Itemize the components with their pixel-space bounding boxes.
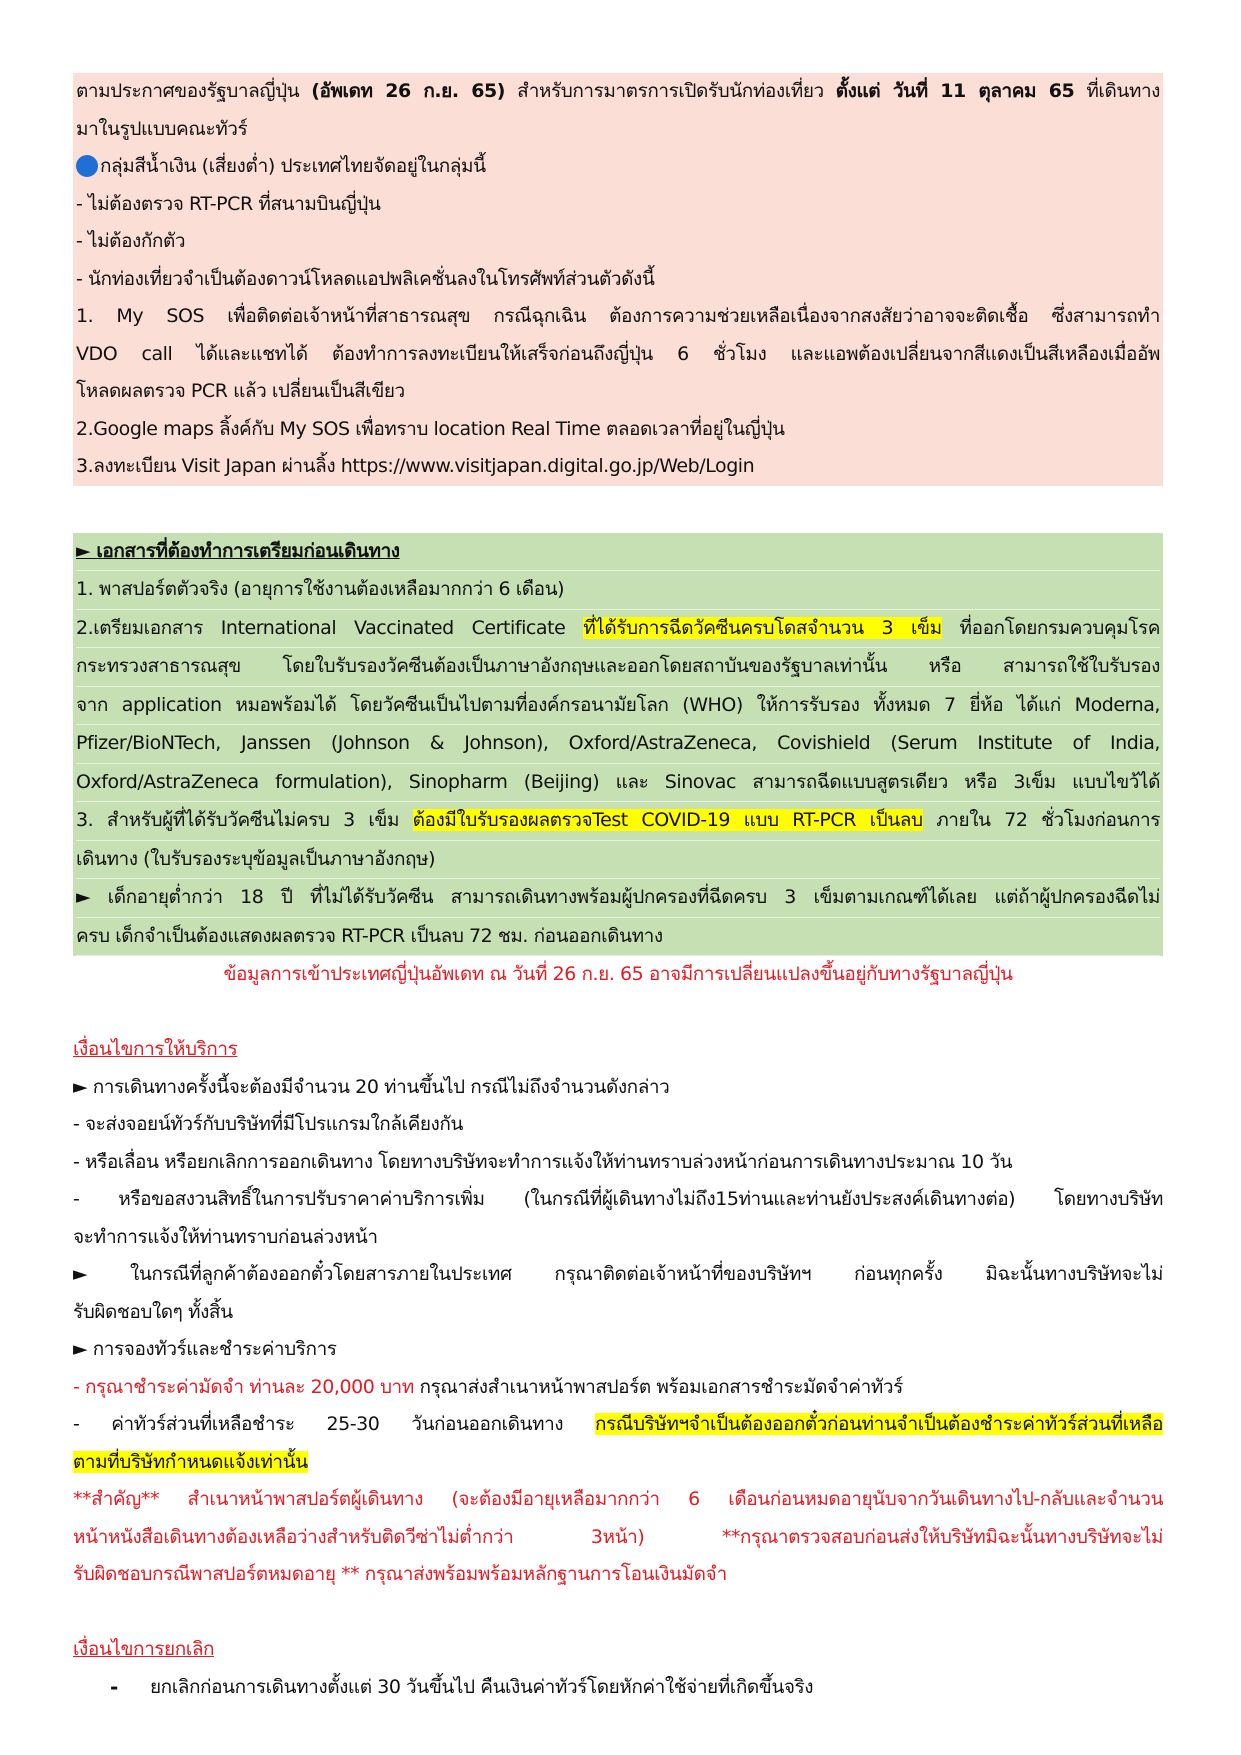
documents-heading [76,533,1160,572]
notice-start-date: ตั้งแต่ วันที่ 11 ตุลาคม 65 [835,80,1075,102]
documents-line-3 [76,610,1160,649]
notice-update-date: (อัพเดท 26 ก.ย. 65) [311,80,506,102]
documents-line-9: เดินทาง (ใบรับรองระบุข้อมูลเป็นภาษาอังกฤษ) [76,841,1160,880]
blue-group-label: กลุ่มสีน้ำเงิน (เสี่ยงต่ำ) ประเทศไทยจัดอยู่ในกลุ่มนี้ [100,155,486,177]
service-line-10 [73,1406,1163,1444]
japan-entry-notice-box [73,73,1163,486]
service-line-8: ► การจองทัวร์และชำระค่าบริการ [73,1338,337,1360]
service-conditions-heading-text: เงื่อนไขการให้บริการ [73,1038,238,1060]
service-line-5: จะทำการแจ้งให้ท่านทราบก่อนล่วงหน้า [73,1225,378,1248]
service-line-11 [73,1444,1163,1482]
rt-pcr-requirement-highlight: ต้องมีใบรับรองผลตรวจTest COVID-19 แบบ RT-PCR เป็นลบ [412,809,923,831]
cancellation-heading-text: เงื่อนไขการยกเลิก [73,1638,215,1660]
blue-circle-icon [76,155,98,177]
notice-text: ที่เดินทาง [1074,80,1160,102]
spacer [73,994,1163,1032]
documents-line-2: 1. พาสปอร์ตตัวจริง (อายุการใช้งานต้องเหลือมากกว่า 6 เดือน) [76,571,1160,610]
documents-text: 3. สำหรับผู้ที่ได้รับวัคซีนไม่ครบ 3 เข็ม [76,809,413,831]
notice-text: ตามประกาศของรัฐบาลญี่ปุ่น [76,80,312,102]
documents-line-7: Oxford/AstraZeneca formulation), Sinopharm (Beijing) และ Sinovac สามารถฉีดแบบสูตรเดียว หรือ 3เข็ม แบบไขว้ได้ [76,764,1160,803]
documents-line-5: จาก application หมอพร้อมได้ โดยวัคซีนเป็นไปตามที่องค์กรอนามัยโลก (WHO) ให้การรับรอง ทั้งหมด 7 ยี่ห้อ ได้แก่ Moderna, [76,687,1160,726]
cancellation-section [73,1631,1163,1706]
documents-line-8 [76,802,1160,841]
balance-payment-highlight: ตามที่บริษัทกำหนดแจ้งเท่านั้น [73,1450,308,1473]
notice-line-9: โหลดผลตรวจ PCR แล้ว เปลี่ยนเป็นสีเขียว [76,380,405,402]
bullet-dash: - [110,1674,118,1699]
service-line-13: หน้าหนังสือเดินทางต้องเหลือว่างสำหรับติดวีซ่าไม่ต่ำกว่า 3หน้า) **กรุณาตรวจสอบก่อนส่งให้บริษัทมิฉะนั้นทางบริษัทจะไม่ [73,1525,1163,1548]
documents-text: ภายใน 72 ชั่วโมงก่อนการ [922,809,1160,831]
notice-line-3 [76,148,1160,186]
required-documents-box [73,533,1163,957]
service-line-4: - หรือขอสงวนสิทธิ์ในการปรับราคาค่าบริการเพิ่ม (ในกรณีที่ผู้เดินทางไม่ถึง15ท่านและท่านยังประสงค์เดินทางต่อ) โดยทางบริษัท [73,1188,1163,1210]
service-line-9 [73,1369,1163,1407]
notice-line-5: - ไม่ต้องกักตัว [76,230,186,252]
notice-line-11: 3.ลงทะเบียน Visit Japan ผ่านลิ้ง https://www.visitjapan.digital.go.jp/Web/Login [76,455,755,477]
documents-text: 2.เตรียมเอกสาร International Vaccinated Certificate [76,616,584,639]
service-conditions-section [73,1031,1163,1594]
notice-line-6: - นักท่องเที่ยวจำเป็นต้องดาวน์โหลดแอปพลิเคชั่นลงในโทรศัพท์ส่วนตัวดังนี้ [76,267,655,290]
notice-line-1 [76,73,1160,111]
documents-text: ที่ออกโดยกรมควบคุมโรค [941,616,1160,639]
update-note: ข้อมูลการเข้าประเทศญี่ปุ่นอัพเดท ณ วันที่ 26 ก.ย. 65 อาจมีการเปลี่ยนแปลงขึ้นอยู่กับทางรัฐบาลญี่ปุ่น [223,963,1013,985]
service-line-6: ► ในกรณีที่ลูกค้าต้องออกตั๋วโดยสารภายในประเทศ กรุณาติดต่อเจ้าหน้าที่ของบริษัทฯ ก่อนทุกครั้ง มิฉะนั้นทางบริษัทจะไม่ [73,1263,1163,1285]
document-body [73,73,1163,1706]
cancellation-heading [73,1631,1163,1669]
spacer [73,1594,1163,1632]
notice-line-8: VDO call ได้และแชทได้ ต้องทำการลงทะเบียนให้เสร็จก่อนถึงญี่ปุ่น 6 ชั่วโมง และแอพต้องเปลี่ยนจากสีแดงเป็นสีเหลืองเมื่ออัพ [76,342,1160,365]
notice-line-4: - ไม่ต้องตรวจ RT-PCR ที่สนามบินญี่ปุ่น [76,192,381,215]
service-line-1: ► การเดินทางครั้งนี้จะต้องมีจำนวน 20 ท่านขึ้นไป กรณีไม่ถึงจำนวนดังกล่าว [73,1075,670,1098]
cancellation-item-1 [73,1669,1163,1707]
deposit-amount-text: - กรุณาชำระค่ามัดจำ ท่านละ 20,000 บาท [73,1375,414,1398]
cancellation-item-text: ยกเลิกก่อนการเดินทางตั้งแต่ 30 วันขึ้นไป คืนเงินค่าทัวร์โดยหักค่าใช้จ่ายที่เกิดขึ้นจริง [150,1675,814,1698]
balance-payment-highlight: กรณีบริษัทฯจำเป็นต้องออกตั๋วก่อนท่านจำเป็นต้องชำระค่าทัวร์ส่วนที่เหลือ [594,1413,1163,1435]
documents-line-6: Pfizer/BioNTech, Janssen (Johnson & Johnson), Oxford/AstraZeneca, Covishield (Serum Institute of India, [76,725,1160,764]
vaccine-requirement-highlight: ที่ได้รับการฉีดวัคซีนครบโดสจำนวน 3 เข็ม [583,616,942,639]
service-line-14: รับผิดชอบกรณีพาสปอร์ตหมดอายุ ** กรุณาส่งพร้อมพร้อมหลักฐานการโอนเงินมัดจำ [73,1563,727,1585]
notice-text: สำหรับการมาตรการเปิดรับนักท่องเที่ยว [505,80,836,102]
service-conditions-heading [73,1031,1163,1069]
service-line-2: - จะส่งจอยน์ทัวร์กับบริษัทที่มีโปรแกรมใกล้เคียงกัน [73,1113,463,1135]
documents-heading-text: ► เอกสารที่ต้องทำการเตรียมก่อนเดินทาง [76,539,400,562]
documents-line-10: ► เด็กอายุต่ำกว่า 18 ปี ที่ไม่ได้รับวัคซีน สามารถเดินทางพร้อมผู้ปกครองที่ฉีดครบ 3 เข็มตามเกณฑ์ได้เลย แต่ถ้าผู้ปกครองฉีดไม่ [76,879,1160,918]
service-text: กรุณาส่งสำเนาหน้าพาสปอร์ต พร้อมเอกสารชำระมัดจำค่าทัวร์ [413,1375,903,1398]
service-line-3: - หรือเลื่อน หรือยกเลิกการออกเดินทาง โดยทางบริษัทจะทำการแจ้งให้ท่านทราบล่วงหน้าก่อนการเดินทางประมาณ 10 วัน [73,1150,1013,1173]
service-text: - ค่าทัวร์ส่วนที่เหลือชำระ 25-30 วันก่อนออกเดินทาง [73,1413,595,1435]
notice-line-7: 1. My SOS เพื่อติดต่อเจ้าหน้าที่สาธารณสุข กรณีฉุกเฉิน ต้องการความช่วยเหลือเนื่องจากสงสัยว่าอาจจะติดเชื้อ ซึ่งสามารถทำ [76,305,1160,327]
notice-line-10: 2.Google maps ลิ้งค์กับ My SOS เพื่อทราบ location Real Time ตลอดเวลาที่อยู่ในญี่ปุ่น [76,417,785,440]
service-line-7: รับผิดชอบใดๆ ทั้งสิ้น [73,1300,233,1323]
service-line-12: **สำคัญ** สำเนาหน้าพาสปอร์ตผู้เดินทาง (จะต้องมีอายุเหลือมากกว่า 6 เดือนก่อนหมดอายุนับจากวันเดินทางไป-กลับและจำนวน [73,1488,1163,1510]
notice-line-2: มาในรูปแบบคณะทัวร์ [76,117,248,140]
documents-line-4: กระทรวงสาธารณสุข โดยใบรับรองวัคซีนต้องเป็นภาษาอังกฤษและออกโดยสถาบันของรัฐบาลเท่านั้น หรือ สามารถใช้ใบรับรอง [76,648,1160,687]
documents-line-11: ครบ เด็กจำเป็นต้องแสดงผลตรวจ RT-PCR เป็นลบ 72 ชม. ก่อนออกเดินทาง [76,918,1160,957]
